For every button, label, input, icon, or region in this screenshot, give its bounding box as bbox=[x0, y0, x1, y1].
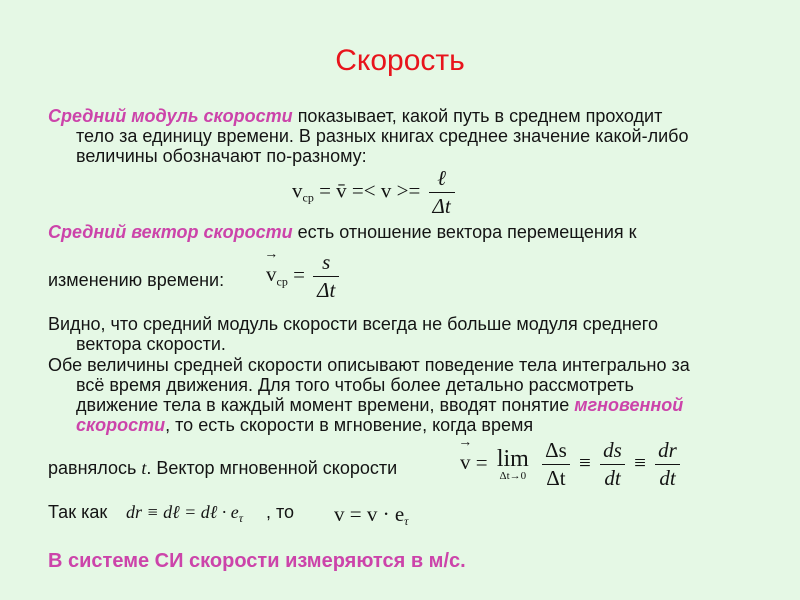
f3-frac2 bbox=[599, 438, 626, 491]
p5-pre: равнялось bbox=[48, 458, 142, 478]
f2-fraction bbox=[313, 250, 339, 303]
term-velocity: скорости bbox=[76, 415, 166, 435]
p6-mid: , то bbox=[266, 502, 295, 522]
p5-t: t bbox=[141, 458, 147, 478]
p1-line3: величины обозначают по-разному: bbox=[76, 146, 367, 166]
paragraph-time bbox=[48, 458, 397, 479]
slide-title: Скорость bbox=[335, 44, 465, 77]
formula-instant-velocity bbox=[460, 438, 684, 491]
f3-eq: = bbox=[475, 450, 488, 475]
f3-frac3 bbox=[654, 438, 681, 491]
f1-den: Δt bbox=[429, 192, 455, 219]
formula-dr bbox=[126, 502, 243, 526]
footer-si-units: В системе СИ скорости измеряются в м/с. bbox=[48, 550, 466, 572]
p1-line2: тело за единицу времени. В разных книгах среднее значение какой-либо bbox=[76, 126, 689, 146]
f3-d2: dt bbox=[600, 464, 624, 491]
formula-average-speed bbox=[292, 166, 458, 219]
f3-frac1 bbox=[541, 438, 571, 491]
paragraph-average-speed bbox=[48, 106, 754, 166]
p1-text: показывает, какой путь в среднем проходит bbox=[292, 106, 663, 126]
p4-line4 bbox=[48, 415, 754, 435]
paragraph-comparison bbox=[48, 314, 754, 354]
f3-limit bbox=[496, 445, 529, 482]
f1-v: v bbox=[292, 178, 303, 203]
f1-fraction bbox=[429, 166, 455, 219]
p3-line2: вектора скорости. bbox=[76, 334, 226, 354]
f3-eqv1: ≡ bbox=[579, 450, 591, 475]
f4-formula: dr ≡ dℓ = dℓ · e bbox=[126, 502, 239, 522]
p2-line2: изменению времени: bbox=[48, 270, 225, 290]
f2-sub: ср bbox=[276, 274, 288, 289]
p2-text: есть отношение вектора перемещения к bbox=[292, 222, 637, 242]
f2-den: Δt bbox=[313, 276, 339, 303]
p5-post: . Вектор мгновенной скорости bbox=[146, 458, 398, 478]
paragraph-average-velocity bbox=[48, 222, 637, 243]
f2-num: s bbox=[322, 250, 331, 274]
term-average-velocity: Средний вектор скорости bbox=[48, 222, 293, 242]
f3-lim-under: Δt→0 bbox=[499, 469, 527, 482]
f5-formula: v = v · e bbox=[334, 502, 405, 526]
f1-eq1: = bbox=[319, 178, 331, 203]
p6-pre: Так как bbox=[48, 502, 108, 522]
f3-n2: ds bbox=[603, 438, 622, 462]
p4-line3-text: движение тела в каждый момент времени, вводят понятие bbox=[76, 395, 575, 415]
f5-sub: τ bbox=[404, 514, 409, 528]
p4-line2: всё время движения. Для того чтобы более детально рассмотреть bbox=[76, 375, 634, 395]
p3-line1: Видно, что средний модуль скорости всегда не больше модуля среднего bbox=[48, 314, 658, 334]
p4-line4-text: , то есть скорости в мгновение, когда время bbox=[165, 415, 534, 435]
f3-n1: Δs bbox=[545, 438, 567, 462]
term-average-speed: Средний модуль скорости bbox=[48, 106, 293, 126]
f1-eq2: =< v >= bbox=[351, 178, 421, 203]
f3-n3: dr bbox=[658, 438, 677, 462]
formula-average-velocity bbox=[266, 250, 342, 303]
f3-v: → v bbox=[460, 450, 471, 475]
f2-v: → v bbox=[266, 262, 277, 287]
f3-eqv2: ≡ bbox=[634, 450, 646, 475]
f3-lim-word: lim bbox=[496, 445, 529, 472]
f1-vbar: v̄ bbox=[336, 178, 347, 203]
p4-line3 bbox=[48, 395, 754, 415]
f2-eq: = bbox=[293, 262, 305, 287]
f3-d3: dt bbox=[655, 464, 679, 491]
f1-sub: ср bbox=[302, 190, 314, 205]
term-instant: мгновенной bbox=[574, 395, 684, 415]
paragraph-instant bbox=[48, 355, 754, 435]
f1-num: ℓ bbox=[437, 166, 446, 190]
formula-v-et bbox=[334, 502, 408, 529]
f3-d1: Δt bbox=[542, 464, 569, 491]
p4-line1: Обе величины средней скорости описывают поведение тела интегрально за bbox=[48, 355, 690, 375]
f4-sub: τ bbox=[238, 511, 244, 525]
